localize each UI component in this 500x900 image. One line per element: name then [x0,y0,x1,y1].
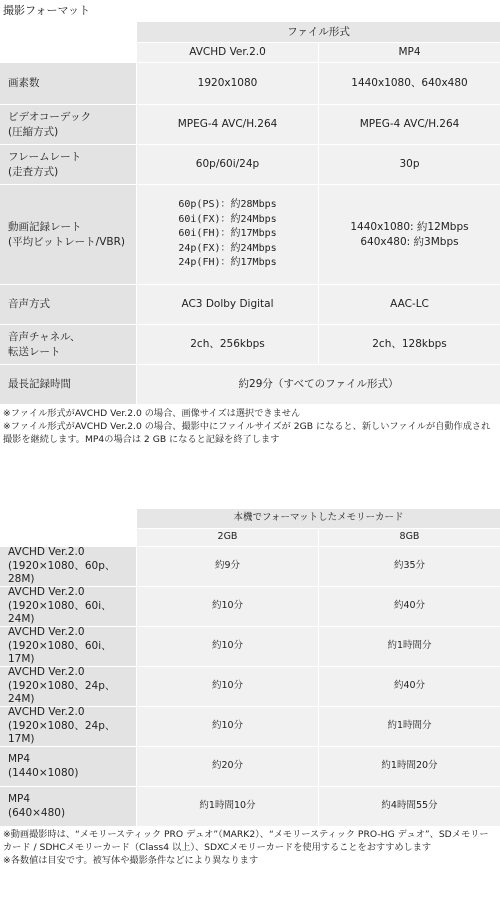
time-8gb: 約1時間分 [318,627,500,666]
time-8gb: 約1時間20分 [318,747,500,786]
avchd-value-line: 60i(FX)：約24Mbps [178,213,277,225]
recording-time-table [0,509,500,827]
row-label-line: AVCHD Ver.2.0 [8,626,85,639]
time-2gb: 約1時間10分 [136,787,318,826]
row-label-line: ビデオコーデック [8,111,92,124]
avchd-value-line: 60p(PS)：約28Mbps [178,199,277,211]
mp4-value [318,63,500,104]
table-header-columns-row [0,529,500,547]
avchd-value-line: AC3 Dolby Digital [181,298,274,311]
row-label [0,667,136,706]
row-label-line: フレームレート [8,151,82,164]
avchd-value-line: 2ch、256kbps [190,338,265,351]
column-header-mp4: MP4 [318,43,500,62]
row-label [0,145,136,184]
time-2gb: 約10分 [136,587,318,626]
time-8gb: 約40分 [318,587,500,626]
table-header-group-row [0,509,500,529]
table-row [0,667,500,707]
mp4-value-line: 1440x1080、640x480 [351,77,468,90]
mp4-value-line: 30p [399,158,420,171]
row-label-line: (圧縮方式) [8,125,59,138]
row-label-line: 転送レート [8,345,61,358]
row-label-line: AVCHD Ver.2.0 [8,706,85,719]
table-row [0,627,500,667]
row-label-line: (1440×1080) [8,766,79,779]
avchd-value [136,145,318,184]
table-row-max-recording-time [0,365,500,405]
avchd-value-line: 60p/60i/24p [195,158,260,171]
avchd-value-line: 1920x1080 [197,77,258,90]
max-recording-time-value: 約29分（すべてのファイル形式） [136,365,500,404]
file-format-header: ファイル形式 [136,22,500,42]
recording-time-notes [3,828,497,867]
row-label: 最長記録時間 [0,365,136,404]
row-label [0,185,136,284]
mp4-value-line: AAC-LC [390,298,429,311]
row-label [0,787,136,826]
row-label [0,285,136,324]
row-label-line: (640×480) [8,806,66,819]
mp4-value [318,185,500,284]
row-label-line: (1920×1080、24p、24M) [8,679,116,706]
row-label-line: (走査方式) [8,165,59,178]
avchd-value [136,185,318,284]
time-8gb: 約1時間分 [318,707,500,746]
table-row-pixels [0,63,500,105]
time-2gb: 約20分 [136,747,318,786]
table-header-group-row [0,22,500,43]
avchd-value [136,63,318,104]
table-row [0,787,500,827]
avchd-value [136,105,318,144]
time-8gb: 約40分 [318,667,500,706]
section-title-shooting-format: 撮影フォーマット [3,4,91,17]
mp4-value-line: 640x480: 約3Mbps [360,235,459,248]
table-row [0,747,500,787]
row-label-line: AVCHD Ver.2.0 [8,586,85,599]
row-label-line: (1920×1080、60i、24M) [8,599,112,626]
row-label-line: MP4 [8,792,31,805]
note: ※ファイル形式がAVCHD Ver.2.0 の場合、画像サイズは選択できません [3,408,301,419]
row-label [0,627,136,666]
avchd-value [136,285,318,324]
row-label [0,547,136,586]
avchd-value-line: 60i(FH)：約17Mbps [178,228,277,240]
mp4-value [318,325,500,364]
row-label-line: 音声チャネル、 [8,331,81,344]
note: ※各数値は目安です。被写体や撮影条件などにより異なります [3,855,259,867]
row-label [0,63,136,104]
row-label [0,105,136,144]
table-row-audio-channels [0,325,500,365]
table-row [0,547,500,587]
avchd-value [136,325,318,364]
note: ※動画撮影時は、“メモリースティック PRO デュオ”（MARK2）、“メモリースティック PRO-HG デュオ”、SDメモリーカード / SDHCメモリーカード（Class4 以上）、SDXCメモリーカードを使用することをおすすめします [3,829,489,854]
mp4-value-line: 2ch、128kbps [372,338,447,351]
time-8gb: 約4時間55分 [318,787,500,826]
row-label-line: 画素数 [8,77,40,90]
row-label [0,747,136,786]
avchd-value-line: 24p(FH)：約17Mbps [178,257,277,269]
table-row-video-codec [0,105,500,145]
mp4-value [318,285,500,324]
table-row-frame-rate [0,145,500,185]
row-label-line: MP4 [8,752,31,765]
row-label-line: AVCHD Ver.2.0 [8,666,85,679]
row-label [0,587,136,626]
row-label-line: (1920×1080、60p、28M) [8,559,116,586]
row-label-line: (1920×1080、60i、17M) [8,639,112,666]
time-2gb: 約9分 [136,547,318,586]
memory-card-header: 本機でフォーマットしたメモリーカード [136,509,500,528]
format-notes [3,407,497,446]
mp4-value [318,105,500,144]
row-label-line: AVCHD Ver.2.0 [8,546,85,559]
table-row-bitrate [0,185,500,285]
row-label-line: (1920×1080、24p、17M) [8,719,116,746]
mp4-value [318,145,500,184]
mp4-value-line: 1440x1080: 約12Mbps [350,221,469,234]
time-8gb: 約35分 [318,547,500,586]
row-label [0,325,136,364]
row-label-line: (平均ビットレート/VBR) [8,235,125,248]
avchd-value-line: MPEG-4 AVC/H.264 [177,118,278,131]
avchd-value-line: 24p(FX)：約24Mbps [178,242,277,254]
note: ※ファイル形式がAVCHD Ver.2.0 の場合、撮影中にファイルサイズが 2GB になると、新しいファイルが自動作成され撮影を継続します。MP4の場合は 2 GB になると記録を終了します [3,421,491,446]
table-row [0,707,500,747]
row-label-line: 音声方式 [8,298,50,311]
column-header-2gb: 2GB [136,529,318,546]
row-label [0,707,136,746]
time-2gb: 約10分 [136,627,318,666]
shooting-format-table [0,22,500,405]
table-header-columns-row [0,43,500,63]
time-2gb: 約10分 [136,707,318,746]
column-header-8gb: 8GB [318,529,500,546]
time-2gb: 約10分 [136,667,318,706]
column-header-avchd: AVCHD Ver.2.0 [136,43,318,62]
mp4-value-line: MPEG-4 AVC/H.264 [359,118,460,131]
table-row-audio-format [0,285,500,325]
row-label-line: 動画記録レート [8,221,82,234]
table-row [0,587,500,627]
